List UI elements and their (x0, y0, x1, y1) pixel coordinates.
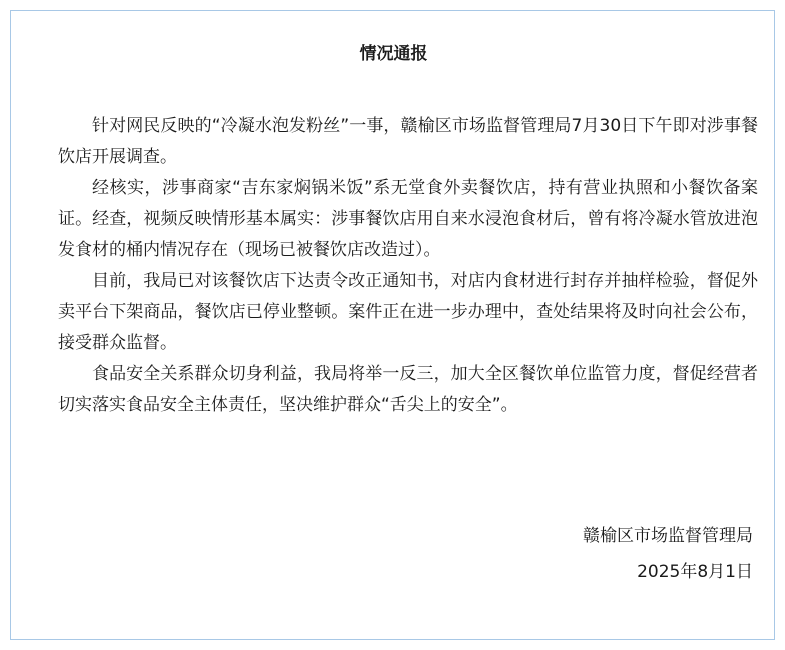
notice-paragraph-3: 目前，我局已对该餐饮店下达责令改正通知书，对店内食材进行封存并抽样检验，督促外卖平台下架商品，餐饮店已停业整顿。案件正在进一步办理中，查处结果将及时向社会公布，接受群众监督。 (58, 271, 758, 353)
signature-organization: 赣榆区市场监督管理局 (583, 526, 753, 546)
notice-title: 情况通报 (359, 44, 428, 64)
notice-paragraph-1: 针对网民反映的“冷凝水泡发粉丝”一事，赣榆区市场监督管理局7月30日下午即对涉事餐饮店开展调查。 (58, 116, 758, 167)
notice-body (58, 111, 758, 421)
notice-frame (10, 10, 775, 640)
signature-date: 2025年8月1日 (637, 562, 753, 582)
notice-paragraph-2: 经核实，涉事商家“吉东家焖锅米饭”系无堂食外卖餐饮店，持有营业执照和小餐饮备案证。经查，视频反映情形基本属实：涉事餐饮店用自来水浸泡食材后，曾有将冷凝水管放进泡发食材的桶内情况存在（现场已被餐饮店改造过）。 (58, 178, 758, 260)
notice-paragraph-4: 食品安全关系群众切身利益，我局将举一反三，加大全区餐饮单位监管力度，督促经营者切实落实食品安全主体责任，坚决维护群众“舌尖上的安全”。 (58, 364, 758, 415)
